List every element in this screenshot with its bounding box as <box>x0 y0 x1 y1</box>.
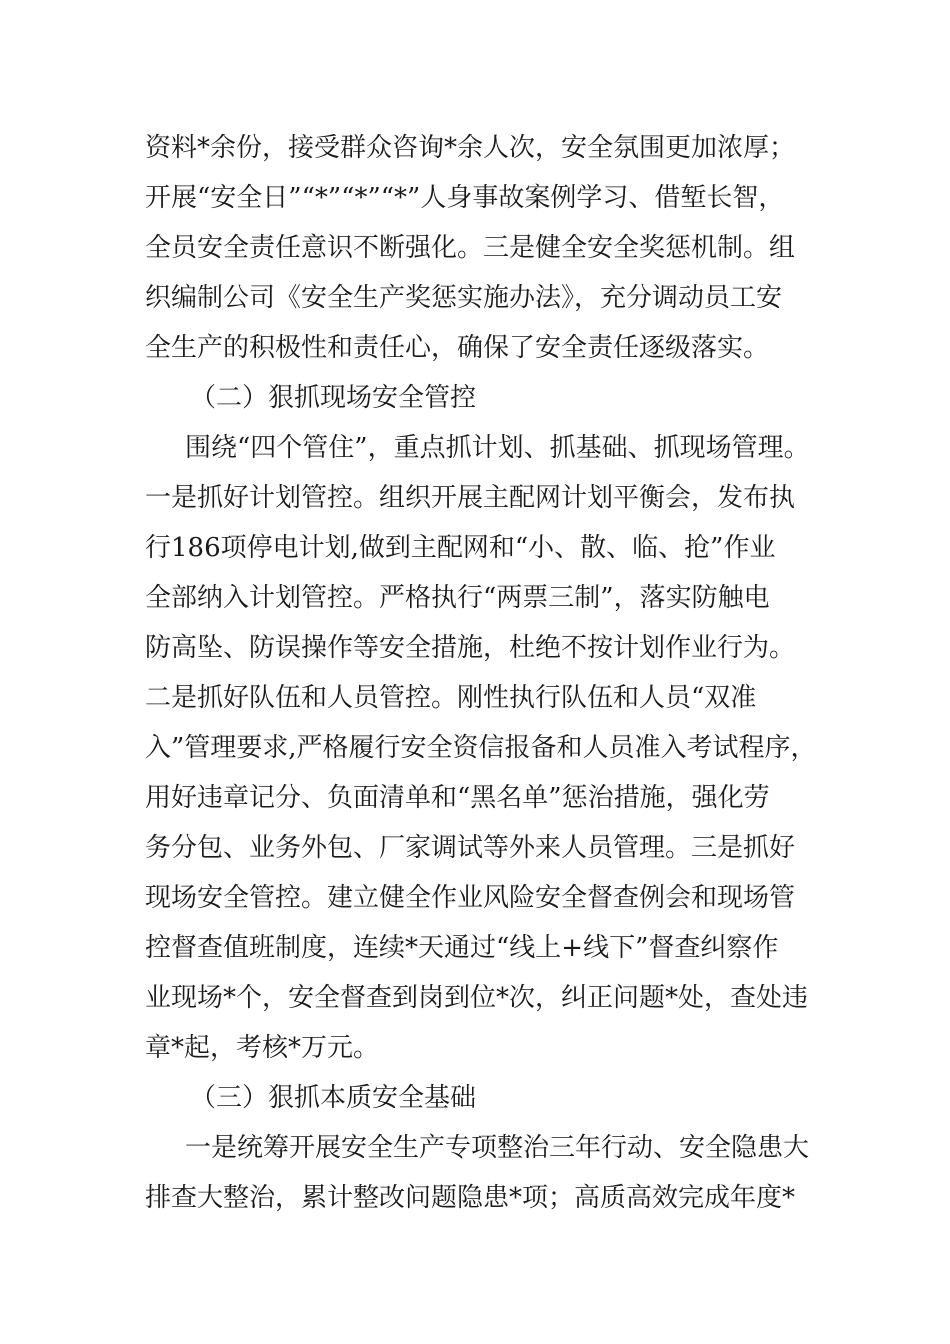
paragraph-line: 控督查值班制度，连续*天通过“线上+线下”督查纠察作 <box>145 933 779 963</box>
paragraph-line: 织编制公司《安全生产奖惩实施办法》，充分调动员工安 <box>145 283 783 313</box>
section-heading: （三）狠抓本质安全基础 <box>190 1083 477 1113</box>
paragraph-line: 排查大整治，累计整改问题隐患*项；高质高效完成年度* <box>145 1183 796 1213</box>
paragraph-line: 全生产的积极性和责任心，确保了安全责任逐级落实。 <box>145 333 770 363</box>
paragraph-line: 围绕“四个管住”，重点抓计划、抓基础、抓现场管理。 <box>185 433 810 463</box>
paragraph-line: 防高坠、防误操作等安全措施，杜绝不按计划作业行为。 <box>145 633 796 663</box>
section-heading: （二）狠抓现场安全管控 <box>190 383 477 413</box>
paragraph-line: 二是抓好队伍和人员管控。刚性执行队伍和人员“双准 <box>145 683 757 713</box>
paragraph-line: 业现场*个，安全督查到岗到位*次，纠正问题*处，查处违 <box>145 983 809 1013</box>
paragraph-line: 一是抓好计划管控。组织开展主配网计划平衡会，发布执 <box>145 483 796 513</box>
paragraph-line: 章*起，考核*万元。 <box>145 1033 380 1063</box>
paragraph-line: 全部纳入计划管控。严格执行“两票三制”，落实防触电 <box>145 583 770 613</box>
paragraph-line: 用好违章记分、负面清单和“黑名单”惩治措施，强化劳 <box>145 783 770 813</box>
paragraph-line: 入”管理要求,严格履行安全资信报备和人员准入考试程序， <box>145 733 817 763</box>
paragraph-line: 全员安全责任意识不断强化。三是健全安全奖惩机制。组 <box>145 233 796 263</box>
paragraph-line: 务分包、业务外包、厂家调试等外来人员管理。三是抓好 <box>145 833 796 863</box>
paragraph-line: 开展“安全日”“*”“*”“*”人身事故案例学习、借堑长智， <box>145 183 785 213</box>
paragraph-line: 现场安全管控。建立健全作业风险安全督查例会和现场管 <box>145 883 796 913</box>
paragraph-line: 资料*余份，接受群众咨询*余人次，安全氛围更加浓厚； <box>145 133 796 163</box>
paragraph-line: 一是统筹开展安全生产专项整治三年行动、安全隐患大 <box>185 1133 810 1163</box>
paragraph-line: 行186项停电计划,做到主配网和“小、散、临、抢”作业 <box>145 533 776 563</box>
